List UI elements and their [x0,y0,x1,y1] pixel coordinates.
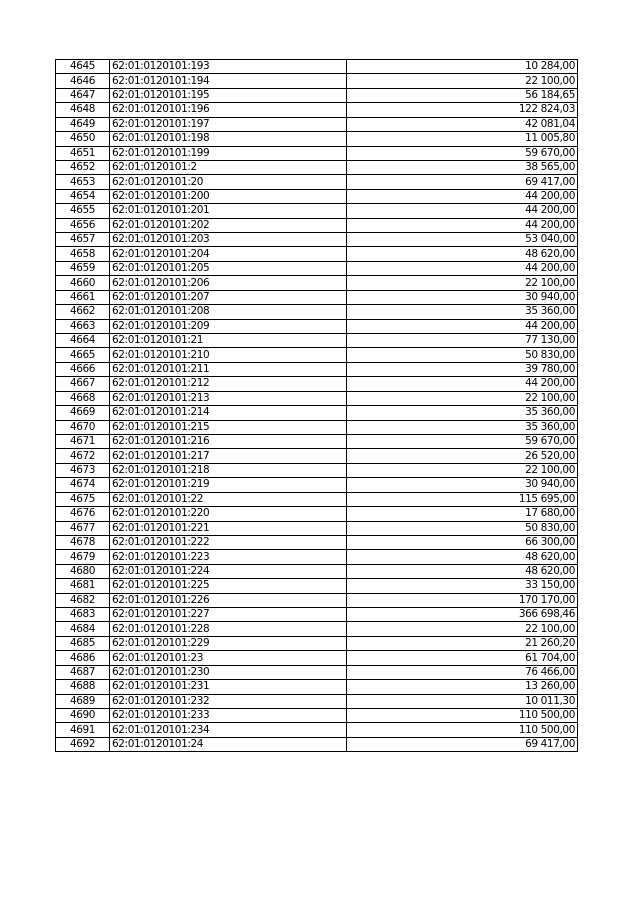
cadastral-value-cell: 115 695,00 [347,492,578,506]
table-row [56,334,578,348]
row-number-cell: 4652 [56,160,110,174]
row-number-cell: 4656 [56,218,110,232]
cadastral-number-cell: 62:01:0120101:225 [110,579,347,593]
cadastral-value-cell: 22 100,00 [347,74,578,88]
cadastral-number-cell: 62:01:0120101:227 [110,608,347,622]
cadastral-number-cell: 62:01:0120101:20 [110,175,347,189]
table-row [56,521,578,535]
cadastral-number-cell: 62:01:0120101:201 [110,204,347,218]
row-number-cell: 4670 [56,420,110,434]
row-number-cell: 4689 [56,694,110,708]
table-row [56,507,578,521]
table-row [56,434,578,448]
row-number-cell: 4690 [56,708,110,722]
cadastral-value-cell: 56 184,65 [347,88,578,102]
table-row [56,449,578,463]
table-row [56,218,578,232]
cadastral-value-cell: 39 780,00 [347,362,578,376]
row-number-cell: 4673 [56,463,110,477]
cadastral-value-cell: 13 260,00 [347,680,578,694]
cadastral-number-cell: 62:01:0120101:203 [110,233,347,247]
table-row [56,723,578,737]
row-number-cell: 4645 [56,60,110,74]
row-number-cell: 4658 [56,247,110,261]
cadastral-value-cell: 66 300,00 [347,535,578,549]
cadastral-value-cell: 44 200,00 [347,261,578,275]
table-row [56,564,578,578]
cadastral-number-cell: 62:01:0120101:202 [110,218,347,232]
row-number-cell: 4677 [56,521,110,535]
cadastral-number-cell: 62:01:0120101:233 [110,708,347,722]
table-row [56,593,578,607]
cadastral-number-cell: 62:01:0120101:230 [110,665,347,679]
table-row [56,391,578,405]
table-row [56,204,578,218]
table-row [56,88,578,102]
cadastral-value-cell: 76 466,00 [347,665,578,679]
cadastral-value-table [55,59,578,752]
cadastral-value-cell: 10 284,00 [347,60,578,74]
cadastral-number-cell: 62:01:0120101:200 [110,189,347,203]
row-number-cell: 4685 [56,636,110,650]
row-number-cell: 4653 [56,175,110,189]
cadastral-value-cell: 38 565,00 [347,160,578,174]
table-row [56,636,578,650]
cadastral-number-cell: 62:01:0120101:204 [110,247,347,261]
table-row [56,276,578,290]
row-number-cell: 4669 [56,406,110,420]
table-row [56,535,578,549]
row-number-cell: 4664 [56,334,110,348]
row-number-cell: 4688 [56,680,110,694]
cadastral-number-cell: 62:01:0120101:198 [110,132,347,146]
row-number-cell: 4679 [56,550,110,564]
table-row [56,132,578,146]
cadastral-number-cell: 62:01:0120101:199 [110,146,347,160]
cadastral-value-cell: 17 680,00 [347,507,578,521]
cadastral-value-cell: 44 200,00 [347,218,578,232]
cadastral-value-cell: 30 940,00 [347,290,578,304]
table-row [56,694,578,708]
cadastral-number-cell: 62:01:0120101:213 [110,391,347,405]
row-number-cell: 4684 [56,622,110,636]
cadastral-number-cell: 62:01:0120101:221 [110,521,347,535]
table-row [56,117,578,131]
row-number-cell: 4671 [56,434,110,448]
cadastral-value-cell: 122 824,03 [347,103,578,117]
cadastral-number-cell: 62:01:0120101:220 [110,507,347,521]
table-body [56,60,578,752]
table-row [56,377,578,391]
cadastral-number-cell: 62:01:0120101:23 [110,651,347,665]
row-number-cell: 4687 [56,665,110,679]
cadastral-number-cell: 62:01:0120101:2 [110,160,347,174]
table-row [56,420,578,434]
cadastral-number-cell: 62:01:0120101:208 [110,305,347,319]
cadastral-value-cell: 33 150,00 [347,579,578,593]
cadastral-number-cell: 62:01:0120101:219 [110,478,347,492]
cadastral-number-cell: 62:01:0120101:211 [110,362,347,376]
cadastral-number-cell: 62:01:0120101:229 [110,636,347,650]
cadastral-value-cell: 61 704,00 [347,651,578,665]
cadastral-value-cell: 35 360,00 [347,406,578,420]
table-row [56,247,578,261]
table-row [56,103,578,117]
cadastral-value-cell: 77 130,00 [347,334,578,348]
row-number-cell: 4663 [56,319,110,333]
cadastral-number-cell: 62:01:0120101:196 [110,103,347,117]
cadastral-number-cell: 62:01:0120101:217 [110,449,347,463]
table-row [56,579,578,593]
cadastral-value-cell: 26 520,00 [347,449,578,463]
cadastral-value-cell: 22 100,00 [347,463,578,477]
row-number-cell: 4692 [56,737,110,751]
row-number-cell: 4660 [56,276,110,290]
row-number-cell: 4657 [56,233,110,247]
table-row [56,622,578,636]
table-row [56,463,578,477]
table-row [56,348,578,362]
row-number-cell: 4691 [56,723,110,737]
row-number-cell: 4666 [56,362,110,376]
table-row [56,680,578,694]
row-number-cell: 4647 [56,88,110,102]
table-row [56,665,578,679]
table-row [56,160,578,174]
row-number-cell: 4654 [56,189,110,203]
row-number-cell: 4655 [56,204,110,218]
cadastral-value-cell: 22 100,00 [347,391,578,405]
cadastral-number-cell: 62:01:0120101:21 [110,334,347,348]
row-number-cell: 4672 [56,449,110,463]
row-number-cell: 4648 [56,103,110,117]
row-number-cell: 4650 [56,132,110,146]
cadastral-number-cell: 62:01:0120101:212 [110,377,347,391]
row-number-cell: 4651 [56,146,110,160]
cadastral-value-cell: 69 417,00 [347,175,578,189]
row-number-cell: 4686 [56,651,110,665]
cadastral-number-cell: 62:01:0120101:215 [110,420,347,434]
cadastral-value-cell: 11 005,80 [347,132,578,146]
cadastral-value-cell: 30 940,00 [347,478,578,492]
table-row [56,290,578,304]
table-row [56,189,578,203]
cadastral-value-cell: 50 830,00 [347,348,578,362]
row-number-cell: 4649 [56,117,110,131]
cadastral-number-cell: 62:01:0120101:22 [110,492,347,506]
row-number-cell: 4665 [56,348,110,362]
cadastral-value-cell: 59 670,00 [347,434,578,448]
cadastral-value-cell: 35 360,00 [347,305,578,319]
cadastral-number-cell: 62:01:0120101:206 [110,276,347,290]
table-row [56,362,578,376]
cadastral-value-cell: 44 200,00 [347,189,578,203]
cadastral-value-cell: 44 200,00 [347,377,578,391]
cadastral-value-cell: 48 620,00 [347,550,578,564]
cadastral-number-cell: 62:01:0120101:223 [110,550,347,564]
row-number-cell: 4676 [56,507,110,521]
row-number-cell: 4661 [56,290,110,304]
cadastral-number-cell: 62:01:0120101:24 [110,737,347,751]
cadastral-value-cell: 10 011,30 [347,694,578,708]
table-row [56,175,578,189]
cadastral-number-cell: 62:01:0120101:210 [110,348,347,362]
table-row [56,737,578,751]
cadastral-number-cell: 62:01:0120101:214 [110,406,347,420]
table-row [56,492,578,506]
table-row [56,651,578,665]
table-row [56,305,578,319]
row-number-cell: 4681 [56,579,110,593]
row-number-cell: 4674 [56,478,110,492]
cadastral-number-cell: 62:01:0120101:232 [110,694,347,708]
cadastral-number-cell: 62:01:0120101:234 [110,723,347,737]
cadastral-value-cell: 170 170,00 [347,593,578,607]
row-number-cell: 4667 [56,377,110,391]
table-row [56,146,578,160]
cadastral-number-cell: 62:01:0120101:205 [110,261,347,275]
table-row [56,233,578,247]
cadastral-value-cell: 53 040,00 [347,233,578,247]
cadastral-value-cell: 44 200,00 [347,319,578,333]
cadastral-value-cell: 48 620,00 [347,564,578,578]
row-number-cell: 4662 [56,305,110,319]
cadastral-value-cell: 42 081,04 [347,117,578,131]
cadastral-value-cell: 22 100,00 [347,276,578,290]
table-row [56,550,578,564]
cadastral-value-cell: 69 417,00 [347,737,578,751]
row-number-cell: 4678 [56,535,110,549]
table-row [56,708,578,722]
cadastral-number-cell: 62:01:0120101:209 [110,319,347,333]
row-number-cell: 4646 [56,74,110,88]
cadastral-value-cell: 22 100,00 [347,622,578,636]
table-row [56,608,578,622]
row-number-cell: 4680 [56,564,110,578]
cadastral-number-cell: 62:01:0120101:194 [110,74,347,88]
cadastral-value-cell: 366 698,46 [347,608,578,622]
cadastral-number-cell: 62:01:0120101:193 [110,60,347,74]
row-number-cell: 4659 [56,261,110,275]
cadastral-value-cell: 50 830,00 [347,521,578,535]
cadastral-number-cell: 62:01:0120101:207 [110,290,347,304]
table-row [56,60,578,74]
row-number-cell: 4682 [56,593,110,607]
row-number-cell: 4675 [56,492,110,506]
row-number-cell: 4668 [56,391,110,405]
cadastral-number-cell: 62:01:0120101:218 [110,463,347,477]
cadastral-value-cell: 110 500,00 [347,708,578,722]
table-row [56,74,578,88]
cadastral-value-cell: 44 200,00 [347,204,578,218]
cadastral-number-cell: 62:01:0120101:226 [110,593,347,607]
cadastral-number-cell: 62:01:0120101:216 [110,434,347,448]
table-row [56,319,578,333]
row-number-cell: 4683 [56,608,110,622]
cadastral-value-cell: 35 360,00 [347,420,578,434]
cadastral-value-cell: 59 670,00 [347,146,578,160]
cadastral-number-cell: 62:01:0120101:222 [110,535,347,549]
cadastral-number-cell: 62:01:0120101:197 [110,117,347,131]
cadastral-value-cell: 110 500,00 [347,723,578,737]
cadastral-number-cell: 62:01:0120101:231 [110,680,347,694]
table-row [56,261,578,275]
cadastral-number-cell: 62:01:0120101:195 [110,88,347,102]
cadastral-number-cell: 62:01:0120101:224 [110,564,347,578]
cadastral-number-cell: 62:01:0120101:228 [110,622,347,636]
table-row [56,478,578,492]
cadastral-value-cell: 21 260,20 [347,636,578,650]
table-row [56,406,578,420]
cadastral-value-cell: 48 620,00 [347,247,578,261]
